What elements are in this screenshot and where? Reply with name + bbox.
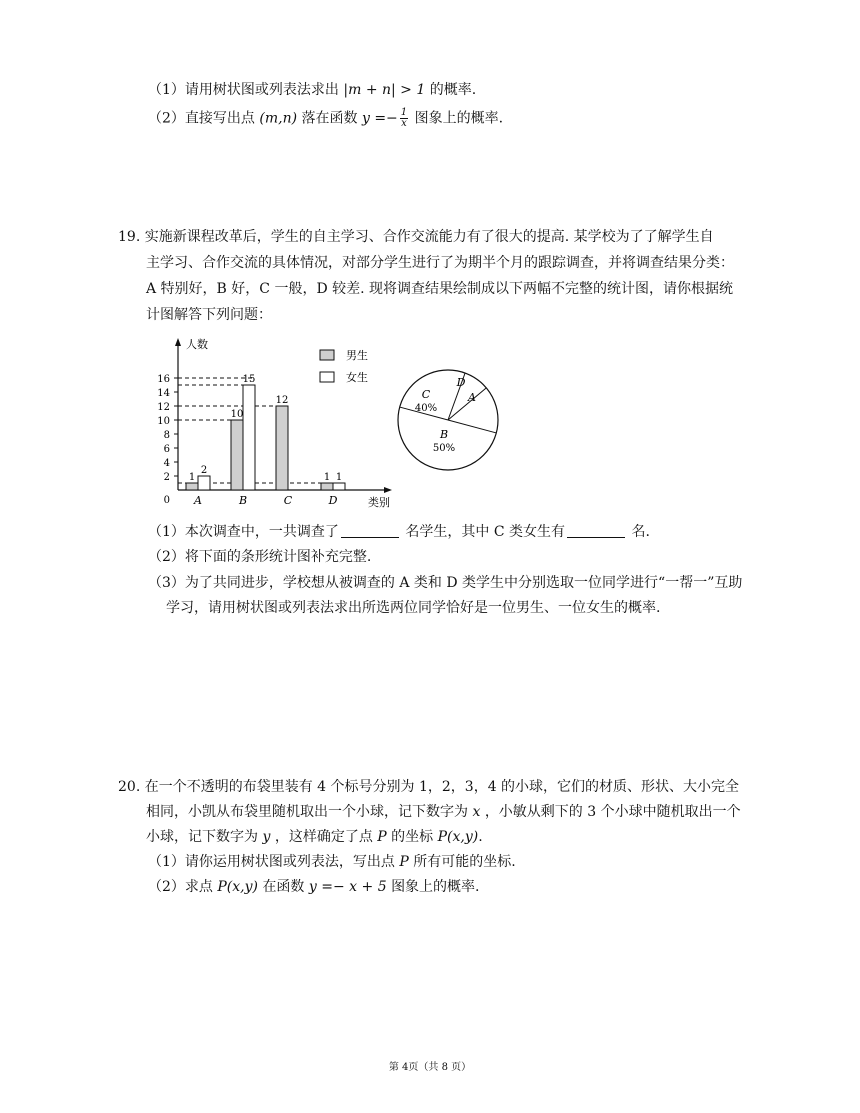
bar-value-label: 15 [242,374,256,385]
q19-sub1-end: 名. [631,524,650,540]
x-tick-label: D [328,494,338,507]
bar-D-1 [333,483,345,490]
q20-line3-end: . [478,829,483,845]
y-tick-label: 16 [157,374,170,385]
bar-chart [157,337,392,509]
bar-value-label: 1 [188,472,196,483]
bar-B-0 [231,420,243,490]
pie-slice-label-B: B [439,428,449,441]
page-footer: 第 4页（共 8 页） [388,1062,472,1073]
q19-stem-line3: A 特别好，B 好，C 一般，D 较差. 现将调查结果绘制成以下两幅不完整的统计图，请你根据统 [146,281,734,297]
legend-swatch [320,350,334,360]
pie-slice-label-A: A [468,391,476,404]
q20-line2-end: ，小敏从剩下的 3 个小球中随机取出一个 [484,804,741,820]
x-axis-arrow [384,487,392,493]
q20-var-x: x [472,804,481,820]
q20-stem-line1: 20. 在一个不透明的布袋里装有 4 个标号分别为 1，2，3，4 的小球，它们的材质、形状、大小完全 [118,779,740,795]
pie-slice-label-D: D [456,376,466,389]
y-tick-label: 12 [157,402,170,413]
q18-part1 [148,81,476,99]
pie-slice-percent-C: 40% [414,403,438,414]
bar-B-1 [243,385,255,490]
pie-chart [398,370,498,470]
bar-value-label: 1 [335,472,343,483]
legend-swatch [320,372,334,382]
q20-sub1-var-p: P [399,854,409,870]
x-tick-label: C [283,494,293,507]
fraction-numerator: 1 [400,107,408,118]
bar-value-label: 1 [323,472,331,483]
q18-part2-end: 图象上的概率. [414,110,504,127]
bar-D-0 [321,483,333,490]
q18-part1-end: 的概率. [429,82,477,98]
q20-line2-text: 相同，小凯从布袋里随机取出一个小球，记下数字为 [146,804,468,820]
q20-sub1-text: （1）请你运用树状图或列表法，写出点 [148,854,395,870]
y-tick-label: 4 [163,458,170,469]
q19-sub1 [148,523,650,541]
q18-part2-mid: 落在函数 [301,110,358,127]
legend-label: 女生 [346,371,368,384]
bar-C-0 [276,406,288,490]
q20-line3-mid2: 的坐标 [391,829,434,845]
q18-part1-text: （1）请用树状图或列表法求出 [148,82,339,98]
q20-stem-line3 [146,828,483,846]
bar-A-0 [186,483,198,490]
q20-stem-line2 [146,803,741,821]
q18-part1-math: |m + n| > 1 [343,82,426,98]
x-tick-label: B [238,494,248,507]
q20-sub2-mid: 在函数 [262,879,305,895]
y-tick-label: 14 [157,388,170,399]
y-tick-label: 2 [163,472,170,483]
q20-line3-text: 小球，记下数字为 [146,829,258,845]
q19-stem-line1: 19. 实施新课程改革后，学生的自主学习、合作交流能力有了很大的提高. 某学校为了了解学生自 [118,229,714,245]
q20-sub1 [148,853,516,871]
q20-sub2-text: （2）求点 [148,879,213,895]
q20-sub2-function: y =− x + 5 [308,879,387,895]
y-tick-label: 6 [163,444,170,455]
q20-sub2-end: 图象上的概率. [391,879,480,895]
pie-slice-label-C: C [421,388,431,401]
answer-blank-c-girls[interactable] [567,523,625,538]
answer-blank-total[interactable] [341,523,399,538]
chart-legend [320,348,368,384]
q19-sub3-line2: 学习，请用树状图或列表法求出所选两位同学恰好是一位男生、一位女生的概率. [166,600,661,616]
q18-part2-func: y =− [361,110,398,127]
q19-sub1-mid: 名学生，其中 C 类女生有 [405,524,565,540]
y-axis-label: 人数 [186,338,208,351]
bar-A-1 [198,476,210,490]
q19-stem-line2: 主学习、合作交流的具体情况，对部分学生进行了为期半个月的跟踪调查，并将调查结果分类： [146,255,734,271]
bar-value-label: 12 [275,395,289,406]
bar-value-label: 2 [200,465,208,476]
y-tick-label: 8 [163,430,170,441]
q20-sub1-end: 所有可能的坐标. [413,854,516,870]
x-axis-label: 类别 [368,496,390,509]
q19-stem-line4: 计图解答下列问题： [146,307,272,323]
q18-part2-point: (m,n) [259,110,298,127]
q19-sub2: （2）将下面的条形统计图补充完整. [148,549,372,565]
pie-slice-percent-B: 50% [432,443,456,454]
q20-sub2-point: P(x,y) [217,879,258,895]
q18-part2-text: （2）直接写出点 [148,110,255,127]
y-tick-label: 0 [163,495,170,506]
q18-part2 [148,108,503,129]
x-tick-label: A [194,494,202,507]
fraction-denominator: x [401,118,407,129]
q20-line3-mid: ，这样确定了点 [274,829,373,845]
q19-charts [140,330,540,510]
y-axis-arrow [175,338,181,346]
q18-fraction [400,108,408,129]
y-tick-label: 10 [157,416,170,427]
q19-sub3-line1: （3）为了共同进步，学校想从被调查的 A 类和 D 类学生中分别选取一位同学进行“一帮一”互助 [148,575,743,591]
q20-var-p: P [377,829,387,845]
q20-var-y: y [262,829,271,845]
q19-sub1-text: （1）本次调查中，一共调查了 [148,524,339,540]
legend-label: 男生 [346,349,368,362]
q20-sub2 [148,878,480,896]
q20-point-pxy: P(x,y) [437,829,479,845]
bar-value-label: 10 [230,409,244,420]
